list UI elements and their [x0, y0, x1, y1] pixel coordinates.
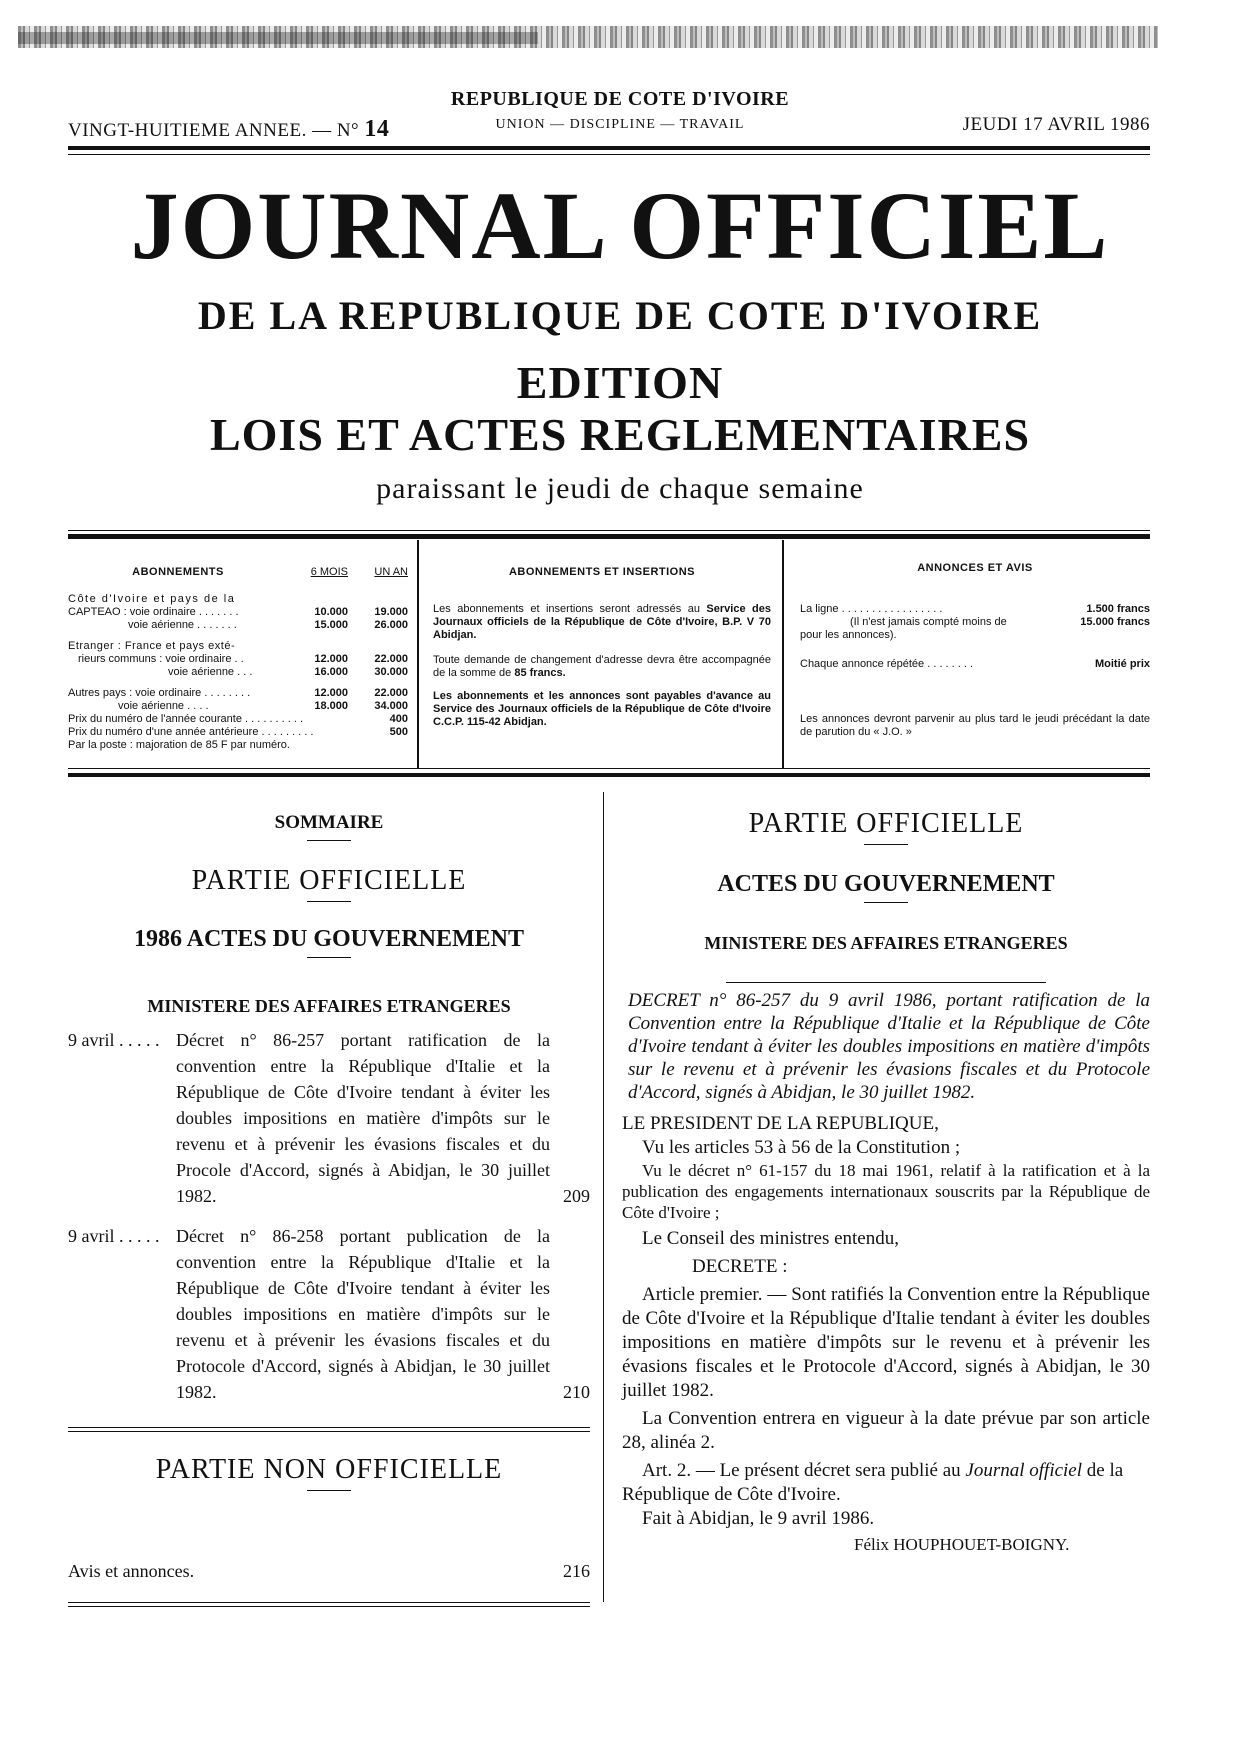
- summary-part-nonofficial: PARTIE NON OFFICIELLE: [155, 1454, 503, 1485]
- entry-text: Décret n° 86-258 portant publication de la convention entre la République d'Italie et la République de Côte d'Ivoire tendant à éviter les doubles impositions en matière d'impôts sur le revenu et à prévenir les évasions fiscales et du Protocole d'Accord, signés à Abidjan, le 30 juillet 1982.: [176, 1226, 550, 1402]
- edition-name: LOIS ET ACTES REGLEMENTAIRES: [209, 409, 1031, 460]
- entry-date: 9 avril . . . . .: [68, 1030, 160, 1050]
- summary-heading: SOMMAIRE: [274, 812, 384, 833]
- summary-column: [68, 812, 590, 1607]
- decree-article-1-entry: La Convention entrera en vigueur à la date prévue par son article 28, alinéa 2.: [622, 1408, 1150, 1453]
- divider: [307, 840, 351, 841]
- insertions-address: Les abonnements et insertions seront adressés au Service des Journaux officiels de la République de Côte d'Ivoire, B.P. V 70 Abidjan.: [433, 603, 771, 641]
- article-section: ACTES DU GOUVERNEMENT: [717, 871, 1055, 897]
- divider: [307, 957, 351, 958]
- subscriptions-heading: ABONNEMENTS: [132, 566, 224, 578]
- journal-title: JOURNAL OFFICIEL: [130, 172, 1110, 279]
- issue-number: 14: [364, 116, 390, 142]
- summary-entry: [68, 1223, 590, 1405]
- divider: [68, 773, 1150, 777]
- entry-date: 9 avril . . . . .: [68, 1226, 160, 1246]
- summary-entry: [68, 1561, 590, 1582]
- decree-article-1: Article premier. — Sont ratifiés la Convention entre la République de Côte d'Ivoire et la République d'Italie tendant à éviter les doubles impositions en matière d'impôts sur le revenu et à prévenir les évasions fiscales et le Protocole d'Accord, signés à Abidjan, le 30 juillet 1982.: [622, 1284, 1150, 1401]
- column-divider: [603, 792, 604, 1602]
- rate-row: CAPTEAO : voie ordinaire . . . . . . . 10.000 19.000: [68, 606, 408, 618]
- publication-frequency: paraissant le jeudi de chaque semaine: [376, 472, 864, 505]
- decree-date-place: Fait à Abidjan, le 9 avril 1986.: [642, 1508, 875, 1529]
- summary-entry: [68, 1027, 590, 1209]
- issue-date: JEUDI 17 AVRIL 1986: [962, 114, 1150, 135]
- divider: [864, 902, 908, 903]
- price-row: Prix du numéro d'une année antérieure . . . . . . . . . 500: [68, 726, 408, 738]
- rate-row: voie aérienne . . . . . . . 15.000 26.000: [128, 619, 408, 631]
- group-title: Etranger : France et pays exté-: [68, 640, 236, 652]
- divider: [68, 1606, 590, 1607]
- rate-row: rieurs communs : voie ordinaire . . 12.000 22.000: [78, 653, 408, 665]
- decree-article-2: Art. 2. — Le présent décret sera publié au Journal officiel de la République de Côte d'Ivoire.: [622, 1460, 1124, 1505]
- column-divider: [417, 540, 419, 768]
- entry-text: Avis et annonces.: [68, 1561, 195, 1581]
- announcements-box: [800, 562, 1150, 739]
- summary-part-official: PARTIE OFFICIELLE: [191, 865, 467, 896]
- republic-motto: UNION — DISCIPLINE — TRAVAIL: [495, 117, 745, 132]
- decree-conseil: Le Conseil des ministres entendu,: [642, 1228, 899, 1249]
- rate-row: voie aérienne . . . . 18.000 34.000: [118, 700, 408, 712]
- decree-vu-decret: Vu le décret n° 61-157 du 18 mai 1961, relatif à la ratification et à la publication des engagements internationaux souscrits par la République de Côte d'Ivoire ;: [622, 1161, 1150, 1222]
- entry-page: 209: [563, 1186, 590, 1206]
- divider: [68, 1431, 590, 1432]
- subscriptions-box: [68, 566, 408, 752]
- six-months-header: 6 MOIS: [310, 566, 348, 578]
- minimum-note: pour les annonces).: [800, 629, 897, 641]
- price-row: Par la poste : majoration de 85 F par numéro.: [68, 739, 290, 751]
- minimum-rate: (Il n'est jamais compté moins de 15.000 francs: [850, 616, 1150, 628]
- decree-president: LE PRESIDENT DE LA REPUBLIQUE,: [622, 1113, 939, 1134]
- divider: [68, 768, 1150, 769]
- insertions-address-change: Toute demande de changement d'adresse devra être accompagnée de la somme de 85 francs.: [433, 654, 771, 679]
- price-row: Prix du numéro de l'année courante . . . . . . . . . . 400: [68, 713, 408, 725]
- announcements-heading: ANNONCES ET AVIS: [917, 562, 1033, 574]
- issue-prefix: VINGT-HUITIEME ANNEE. — N°: [68, 120, 360, 141]
- insertions-payment: Les abonnements et les annonces sont payables d'avance au Service des Journaux officiels de la République de Côte d'Ivoire C.C.P. 115-42 Abidjan.: [433, 690, 771, 728]
- divider: [68, 530, 1150, 531]
- entry-text: Décret n° 86-257 portant ratification de la convention entre la République d'Italie et la République de Côte d'Ivoire tendant à éviter les doubles impositions en matière d'impôts sur le revenu et à prévenir les évasions fiscales et du Procole d'Accord, signés à Abidjan, le 30 juillet 1982.: [176, 1030, 550, 1206]
- summary-section: 1986 ACTES DU GOUVERNEMENT: [133, 926, 525, 952]
- divider: [864, 844, 908, 845]
- decree-column: [622, 808, 1150, 1557]
- decree-vu-constitution: Vu les articles 53 à 56 de la Constitution ;: [642, 1137, 961, 1158]
- divider: [726, 982, 1046, 983]
- article-part-official: PARTIE OFFICIELLE: [748, 808, 1024, 839]
- rate-row: Autres pays : voie ordinaire . . . . . . . . 12.000 22.000: [68, 687, 408, 699]
- entry-page: 216: [563, 1561, 590, 1581]
- edition-label: EDITION: [516, 357, 724, 408]
- deadline-note: Les annonces devront parvenir au plus tard le jeudi précédant la date de parution du « J.O. »: [800, 713, 1150, 738]
- line-rate: La ligne . . . . . . . . . . . . . . . . . 1.500 francs: [800, 603, 1150, 615]
- decree-decrete: DECRETE :: [692, 1256, 788, 1277]
- decree-title: DECRET n° 86-257 du 9 avril 1986, portant ratification de la Convention entre la République d'Italie et la République de Côte d'Ivoire tendant à éviter les doubles impositions en matière d'impôts sur le revenu et à prévenir les évasions fiscales et du Protocole d'Accord, signés à Abidjan, le 30 juillet 1982.: [628, 990, 1150, 1103]
- group-title: Côte d'Ivoire et pays de la: [68, 593, 236, 605]
- divider: [68, 146, 1150, 150]
- divider: [307, 1490, 351, 1491]
- decree-signature: Félix HOUPHOUET-BOIGNY.: [854, 1535, 1070, 1554]
- entry-page: 210: [563, 1382, 590, 1402]
- divider: [68, 1602, 590, 1603]
- divider: [307, 901, 351, 902]
- insertions-box: [433, 566, 771, 729]
- rate-row: voie aérienne . . . 16.000 30.000: [168, 666, 408, 678]
- republic-title: REPUBLIQUE DE COTE D'IVOIRE: [450, 88, 790, 110]
- repeat-rate: Chaque annonce répétée . . . . . . . . Moitié prix: [800, 658, 1150, 670]
- journal-subtitle: DE LA REPUBLIQUE DE COTE D'IVOIRE: [197, 293, 1043, 338]
- column-divider: [782, 540, 784, 768]
- article-ministry: MINISTERE DES AFFAIRES ETRANGERES: [704, 933, 1068, 953]
- divider: [68, 1427, 590, 1428]
- divider: [68, 534, 1150, 539]
- scan-noise: [18, 32, 538, 44]
- divider: [68, 154, 1150, 155]
- insertions-heading: ABONNEMENTS ET INSERTIONS: [508, 566, 696, 578]
- summary-ministry: MINISTERE DES AFFAIRES ETRANGERES: [147, 996, 511, 1016]
- one-year-header: UN AN: [374, 566, 408, 578]
